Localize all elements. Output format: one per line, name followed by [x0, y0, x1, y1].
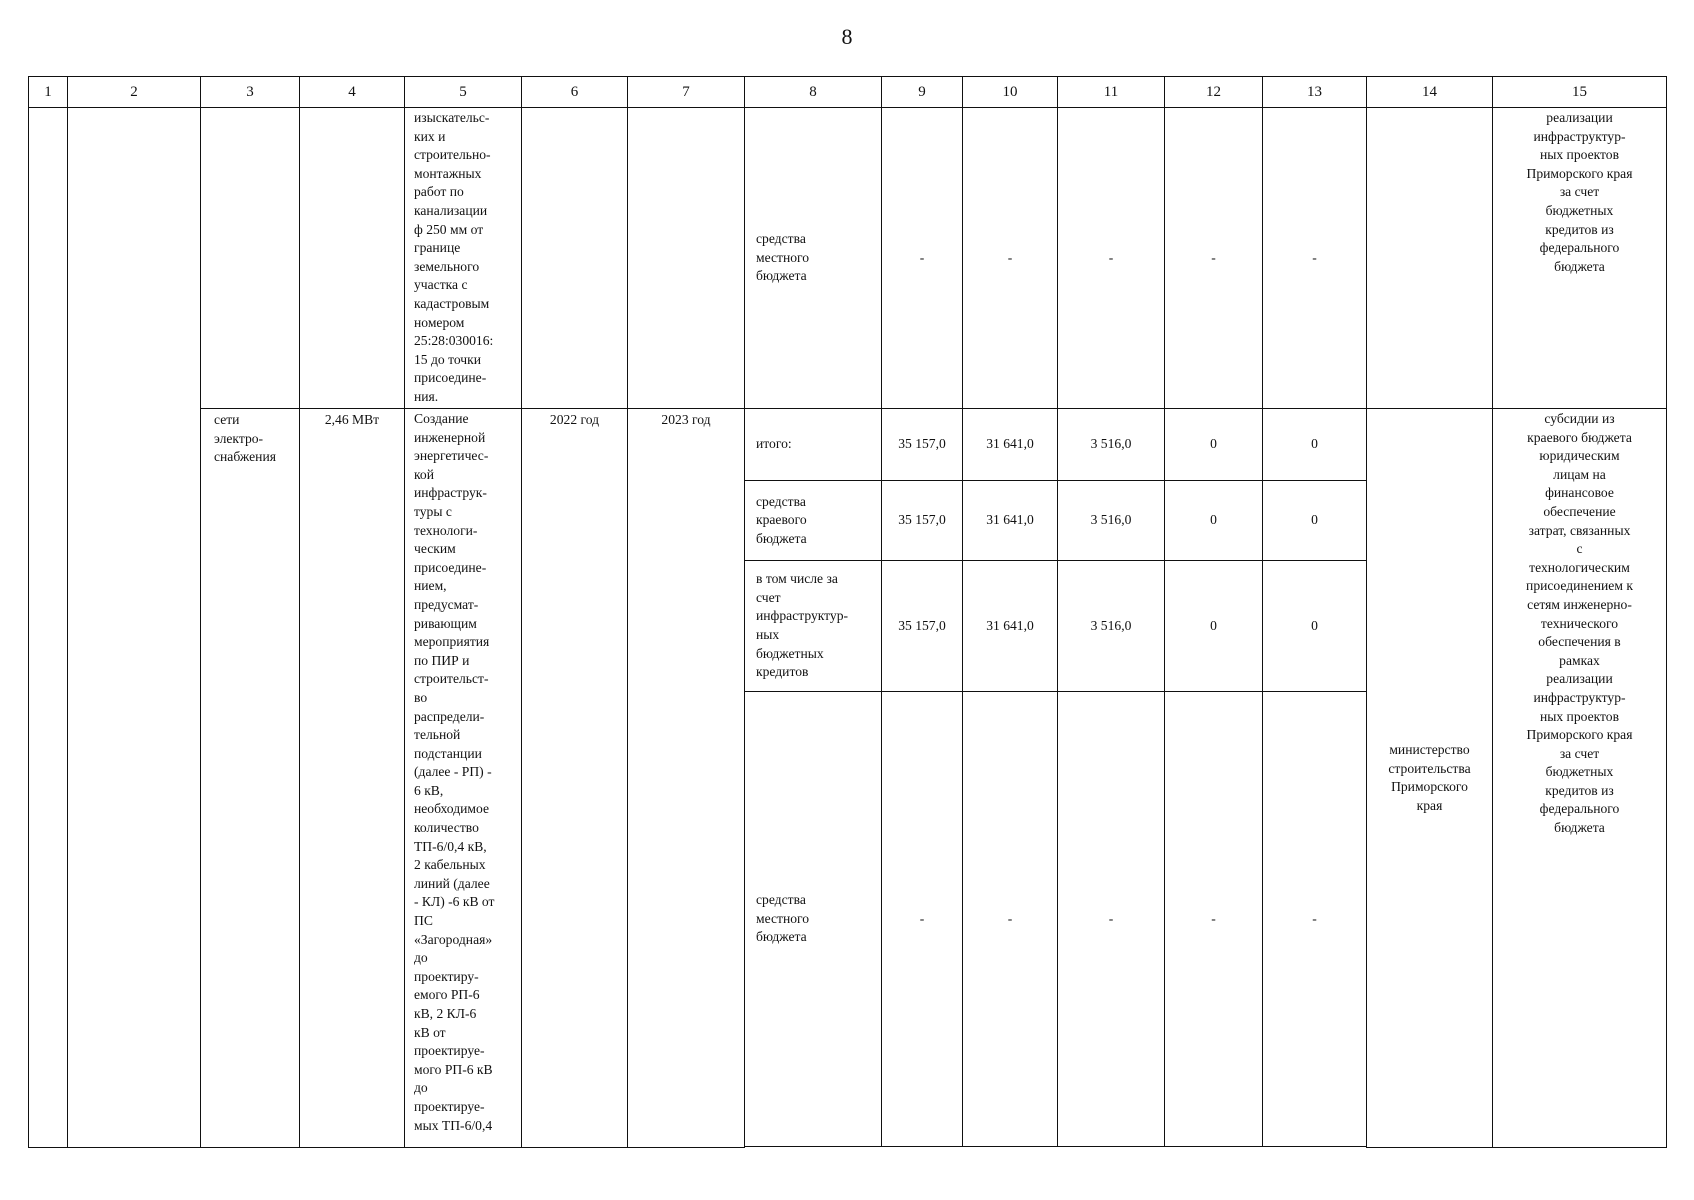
- funding-source: средства местного бюджета: [745, 692, 882, 1147]
- value-cell: -: [1058, 692, 1165, 1147]
- work-description: Создание инженерной энергетичес- кой инфраструк- туры с технологи- ческим присоедине- нием, предусмат- ривающим мероприятия по ПИР и строительст- во распредели- тельной подстанции (далее - РП) - 6 кВ, необходимое количество ТП-6/0,4 кВ, 2 кабельных линий (далее - КЛ) -6 кВ от ПС «Загородная» до проектиру- емого РП-6 кВ, 2 КЛ-6 кВ от проектируе- мого РП-6 кВ до проектируе- мых ТП-6/0,4: [405, 409, 522, 1148]
- column-header: 11: [1058, 77, 1165, 108]
- start-year: 2022 год: [522, 409, 628, 1148]
- funding-source: средства краевого бюджета: [745, 481, 882, 561]
- work-description: изыскательс- ких и строительно- монтажных работ по канализации ф 250 мм от границе земельного участка с кадастровым номером 25:28:030016: 15 до точки присоедине- ния.: [405, 108, 522, 409]
- value-cell: -: [882, 692, 963, 1147]
- value-cell: -: [1165, 692, 1263, 1147]
- column-header: 10: [963, 77, 1058, 108]
- end-year: 2023 год: [628, 409, 745, 1148]
- column-header: 9: [882, 77, 963, 108]
- column-header: 12: [1165, 77, 1263, 108]
- value-cell: -: [882, 108, 963, 409]
- responsible-ministry: министерство строительства Приморского края: [1367, 409, 1493, 1148]
- column-number-row: [29, 77, 1667, 108]
- value-cell: 3 516,0: [1058, 409, 1165, 481]
- cell-col6-empty: [522, 108, 628, 409]
- column-header: 5: [405, 77, 522, 108]
- value-cell: 35 157,0: [882, 409, 963, 481]
- funding-source: в том числе за счет инфраструктур- ных бюджетных кредитов: [745, 561, 882, 692]
- object-name: сети электро- снабжения: [201, 409, 300, 1148]
- column-header: 8: [745, 77, 882, 108]
- capacity: 2,46 МВт: [300, 409, 405, 1148]
- column-header: 15: [1493, 77, 1667, 108]
- value-cell: 0: [1165, 561, 1263, 692]
- value-cell: -: [1165, 108, 1263, 409]
- cell-col1-empty: [29, 108, 68, 1148]
- value-cell: 35 157,0: [882, 561, 963, 692]
- budget-table: [28, 76, 1667, 1148]
- value-cell: -: [963, 108, 1058, 409]
- column-header: 4: [300, 77, 405, 108]
- value-cell: 0: [1165, 481, 1263, 561]
- value-cell: 0: [1263, 481, 1367, 561]
- value-cell: -: [1263, 108, 1367, 409]
- value-cell: 0: [1263, 561, 1367, 692]
- column-header: 14: [1367, 77, 1493, 108]
- value-cell: 0: [1263, 409, 1367, 481]
- value-cell: 31 641,0: [963, 481, 1058, 561]
- table-row: [29, 409, 1667, 481]
- column-header: 1: [29, 77, 68, 108]
- funding-source: средства местного бюджета: [745, 108, 882, 409]
- purpose-cell: субсидии из краевого бюджета юридическим лицам на финансовое обеспечение затрат, связанных с технологическим присоединением к сетям инженерно- технического обеспечения в рамках реализации инфраструктур- ных проектов Приморского края за счет бюджетных кредитов из федерального бюджета: [1493, 409, 1667, 1148]
- page-number: 8: [841, 24, 853, 49]
- table-row: [29, 108, 1667, 409]
- purpose-cell: реализации инфраструктур- ных проектов Приморского края за счет бюджетных кредитов из федерального бюджета: [1493, 108, 1667, 409]
- value-cell: 3 516,0: [1058, 481, 1165, 561]
- column-header: 7: [628, 77, 745, 108]
- column-header: 6: [522, 77, 628, 108]
- cell-col3-empty: [201, 108, 300, 409]
- column-header: 3: [201, 77, 300, 108]
- value-cell: -: [1058, 108, 1165, 409]
- column-header: 2: [68, 77, 201, 108]
- value-cell: -: [963, 692, 1058, 1147]
- value-cell: 31 641,0: [963, 409, 1058, 481]
- column-header: 13: [1263, 77, 1367, 108]
- cell-col2-empty: [68, 108, 201, 1148]
- spacer: [745, 1147, 1367, 1148]
- value-cell: 31 641,0: [963, 561, 1058, 692]
- value-cell: -: [1263, 692, 1367, 1147]
- cell-col14-empty: [1367, 108, 1493, 409]
- value-cell: 3 516,0: [1058, 561, 1165, 692]
- cell-col7-empty: [628, 108, 745, 409]
- funding-source: итого:: [745, 409, 882, 481]
- value-cell: 0: [1165, 409, 1263, 481]
- cell-col4-empty: [300, 108, 405, 409]
- value-cell: 35 157,0: [882, 481, 963, 561]
